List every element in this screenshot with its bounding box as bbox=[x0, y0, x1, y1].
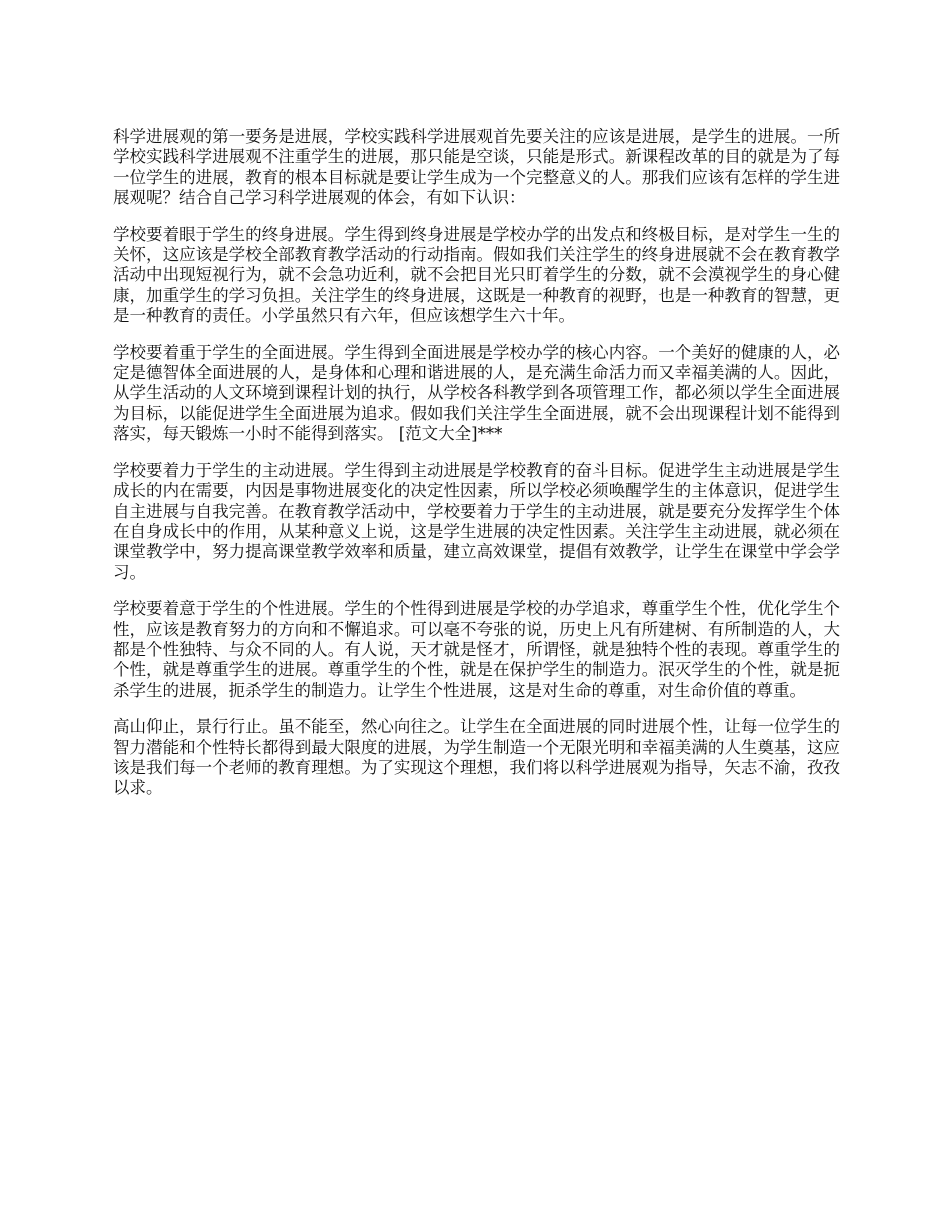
paragraph-conclusion: 高山仰止，景行行止。虽不能至，然心向往之。让学生在全面进展的同时进展个性，让每一位学生的智力潜能和个性特长都得到最大限度的进展，为学生制造一个无限光明和幸福美满的人生奠基，这应该是我们每一个老师的教育理想。为了实现这个理想，我们将以科学进展观为指导，矢志不渝，孜孜以求。 bbox=[113, 717, 840, 798]
paragraph-individual-development: 学校要着意于学生的个性进展。学生的个性得到进展是学校的办学追求，尊重学生个性，优化学生个性，应该是教育努力的方向和不懈追求。可以毫不夸张的说，历史上凡有所建树、有所制造的人，大都是个性独特、与众不同的人。有人说，天才就是怪才，所谓怪，就是独特个性的表现。尊重学生的个性，就是尊重学生的进展。尊重学生的个性，就是在保护学生的制造力。泯灭学生的个性，就是扼杀学生的进展，扼杀学生的制造力。让学生个性进展，这是对生命的尊重，对生命价值的尊重。 bbox=[113, 599, 840, 700]
paragraph-active-development: 学校要着力于学生的主动进展。学生得到主动进展是学校教育的奋斗目标。促进学生主动进展是学生成长的内在需要，内因是事物进展变化的决定性因素，所以学校必须唤醒学生的主体意识，促进学生自主进展与自我完善。在教育教学活动中，学校要着力于学生的主动进展，就是要充分发挥学生个体在自身成长中的作用，从某种意义上说，这是学生进展的决定性因素。关注学生主动进展，就必须在课堂教学中，努力提高课堂教学效率和质量，建立高效课堂，提倡有效教学，让学生在课堂中学会学习。 bbox=[113, 460, 840, 582]
paragraph-lifelong-development: 学校要着眼于学生的终身进展。学生得到终身进展是学校办学的出发点和终极目标，是对学生一生的关怀，这应该是学校全部教育教学活动的行动指南。假如我们关注学生的终身进展就不会在教育教学活动中出现短视行为，就不会急功近利，就不会把目光只盯着学生的分数，就不会漠视学生的身心健康，加重学生的学习负担。关注学生的终身进展，这既是一种教育的视野，也是一种教育的智慧，更是一种教育的责任。小学虽然只有六年，但应该想学生六十年。 bbox=[113, 224, 840, 326]
paragraph-comprehensive-development: 学校要着重于学生的全面进展。学生得到全面进展是学校办学的核心内容。一个美好的健康的人，必定是德智体全面进展的人，是身体和心理和谐进展的人，是充满生命活力而又幸福美满的人。因此，从学生活动的人文环境到课程计划的执行，从学校各科教学到各项管理工作，都必须以学生全面进展为目标，以能促进学生全面进展为追求。假如我们关注学生全面进展，就不会出现课程计划不能得到落实，每天锻炼一小时不能得到落实。 [范文大全]*** bbox=[113, 342, 840, 444]
paragraph-intro: 科学进展观的第一要务是进展，学校实践科学进展观首先要关注的应该是进展，是学生的进展。一所学校实践科学进展观不注重学生的进展，那只能是空谈，只能是形式。新课程改革的目的就是为了每一位学生的进展，教育的根本目标就是要让学生成为一个完整意义的人。那我们应该有怎样的学生进展观呢？结合自己学习科学进展观的体会，有如下认识： bbox=[113, 127, 840, 208]
document-page bbox=[113, 127, 840, 815]
